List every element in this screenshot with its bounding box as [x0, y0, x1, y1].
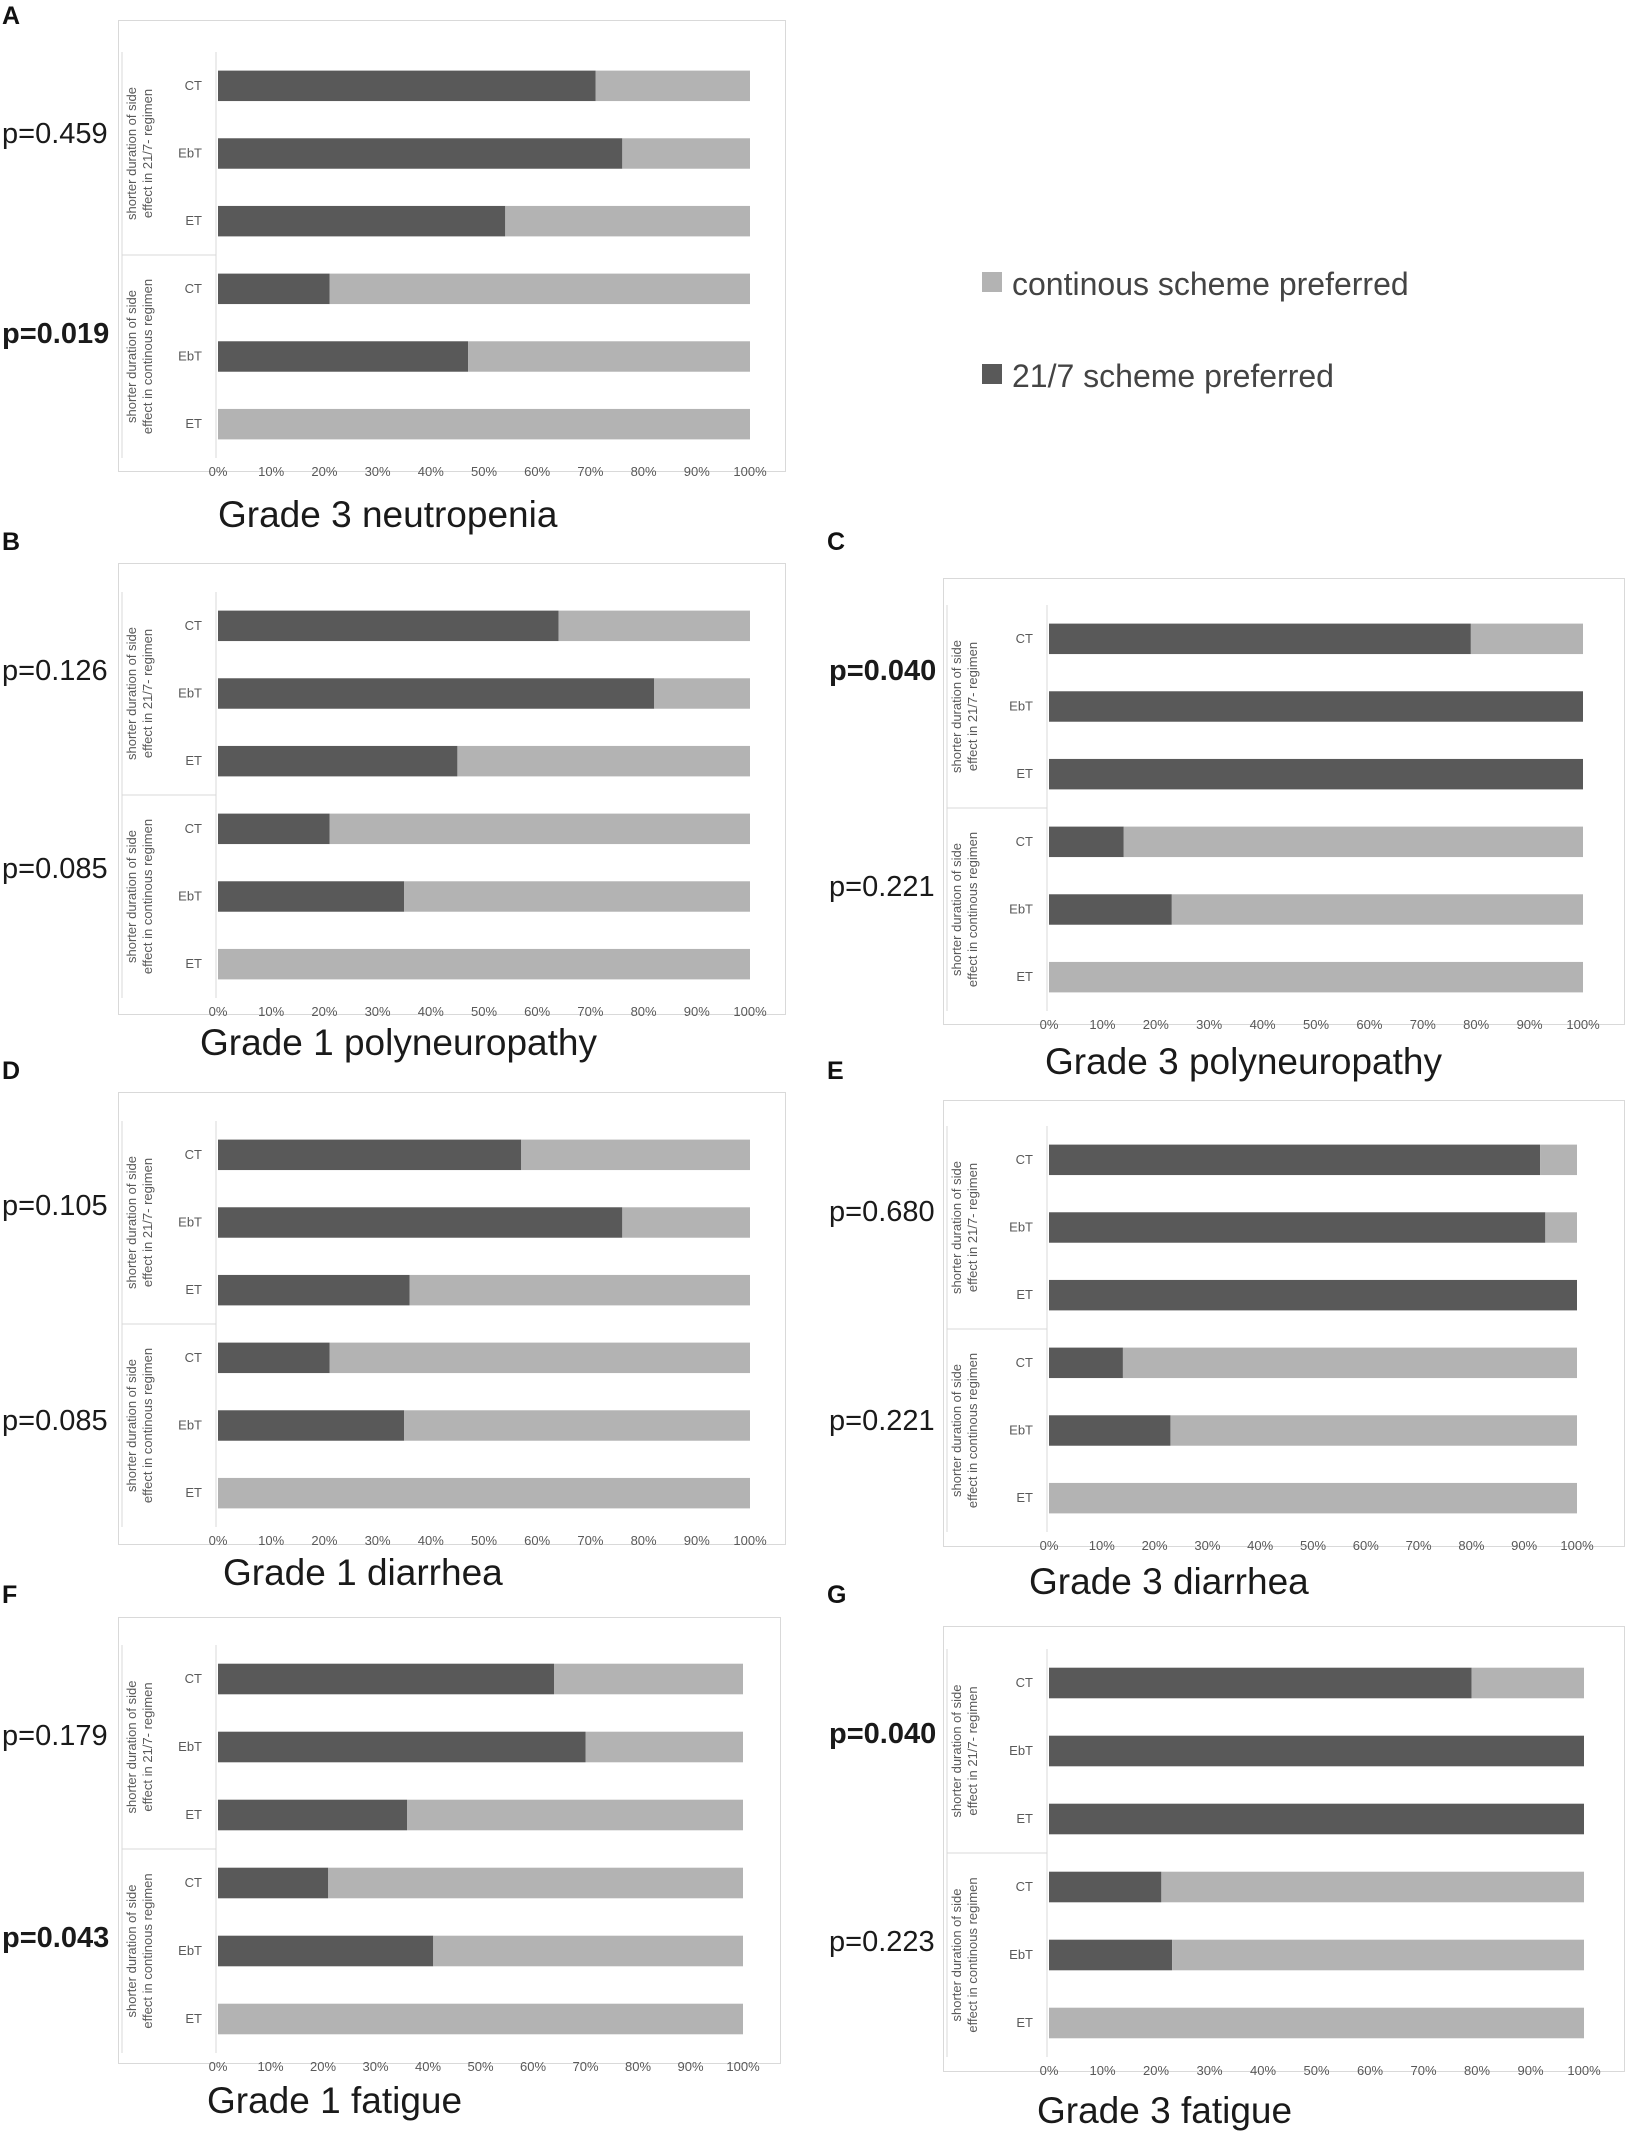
x-tick-label: 50% — [467, 2059, 494, 2074]
chart-title: Grade 1 fatigue — [207, 2080, 463, 2121]
category-label: CT — [1015, 1879, 1033, 1894]
category-label: EbT — [178, 888, 202, 904]
p-value: p=0.126 — [2, 655, 108, 687]
group-label-line: shorter duration of side — [949, 1888, 964, 2022]
x-tick-label: 0% — [208, 464, 228, 479]
x-tick-label: 30% — [1196, 1017, 1223, 1032]
legend-label-217: 21/7 scheme preferred — [1012, 358, 1334, 394]
x-tick-label: 90% — [677, 2059, 704, 2074]
x-tick-label: 60% — [1352, 1538, 1379, 1553]
x-tick-label: 100% — [733, 464, 767, 479]
category-label: CT — [1015, 1151, 1033, 1167]
category-label: ET — [185, 1485, 202, 1501]
x-tick-label: 40% — [1249, 1017, 1276, 1032]
category-label: ET — [185, 416, 202, 432]
x-tick-label: 0% — [208, 1004, 228, 1019]
x-tick-label: 10% — [1088, 1538, 1115, 1553]
x-tick-label: 80% — [1458, 1538, 1485, 1553]
p-value: p=0.680 — [829, 1196, 935, 1228]
group-label — [949, 1877, 980, 2032]
x-tick-label: 20% — [1142, 1017, 1169, 1032]
panel-letter: C — [827, 528, 846, 556]
panel-letter: F — [2, 1581, 18, 1609]
x-tick-label: 40% — [417, 1533, 444, 1548]
group-label-line: effect in continous regimen — [965, 831, 980, 988]
x-tick-label: 60% — [524, 464, 551, 479]
group-label-line: effect in 21/7- regimen — [965, 1162, 980, 1293]
p-value: p=0.221 — [829, 871, 935, 903]
legend-label-continuous: continous scheme preferred — [1012, 266, 1409, 302]
category-label: ET — [185, 956, 202, 972]
group-label-line: effect in 21/7- regimen — [140, 1682, 155, 1812]
x-tick-label: 80% — [624, 2059, 652, 2074]
x-tick-label: 100% — [726, 2059, 760, 2074]
group-label-line: shorter duration of side — [124, 87, 139, 220]
x-tick-label: 90% — [1517, 2063, 1544, 2078]
group-label-line: shorter duration of side — [124, 1156, 139, 1289]
x-tick-label: 30% — [364, 1004, 391, 1019]
category-label: EbT — [178, 1214, 202, 1230]
group-label-line: effect in continous regimen — [140, 818, 155, 975]
category-label: EbT — [1009, 1422, 1033, 1438]
panel-letter: B — [2, 528, 21, 556]
group-label-line: effect in 21/7- regimen — [140, 88, 155, 219]
category-label: CT — [1015, 833, 1033, 849]
x-tick-label: 50% — [1299, 1538, 1327, 1553]
category-label: ET — [1016, 2015, 1033, 2030]
x-tick-label: 90% — [683, 1533, 710, 1548]
x-tick-label: 60% — [1356, 1017, 1383, 1032]
p-value: p=0.085 — [2, 1405, 108, 1437]
category-label: CT — [184, 617, 202, 633]
group-label-line: shorter duration of side — [124, 290, 139, 423]
group-label-line: effect in continous regimen — [140, 1873, 155, 2029]
x-tick-label: 90% — [683, 1004, 710, 1019]
group-label-line: effect in continous regimen — [965, 1877, 980, 2033]
category-label: CT — [184, 820, 202, 836]
x-tick-label: 20% — [311, 464, 338, 479]
group-label-line: effect in continous regimen — [965, 1352, 980, 1509]
x-tick-label: 10% — [1089, 2063, 1116, 2078]
category-label: EbT — [1009, 901, 1033, 917]
group-label-line: shorter duration of side — [124, 1884, 139, 2018]
bar-segment-217 — [1049, 1804, 1584, 1835]
category-label: ET — [185, 1807, 202, 1822]
category-label: EbT — [178, 348, 202, 364]
category-label: ET — [1016, 969, 1033, 985]
x-tick-label: 100% — [733, 1533, 767, 1548]
panel-letter: G — [827, 1581, 847, 1609]
x-tick-label: 80% — [630, 464, 657, 479]
bar-segment-continuous — [1049, 2008, 1584, 2039]
category-label: EbT — [1009, 1743, 1033, 1758]
bar-segment-continuous — [1161, 1872, 1584, 1903]
x-tick-label: 60% — [524, 1004, 551, 1019]
category-label: EbT — [178, 1739, 202, 1754]
p-value: p=0.221 — [829, 1405, 935, 1437]
x-tick-label: 50% — [470, 1533, 498, 1548]
bar-segment-continuous — [1172, 1940, 1584, 1971]
x-tick-label: 100% — [1567, 2063, 1601, 2078]
chart-title: Grade 3 neutropenia — [218, 494, 558, 535]
x-tick-label: 80% — [1463, 2063, 1491, 2078]
category-label: CT — [1015, 1354, 1033, 1370]
category-label: EbT — [178, 1417, 202, 1433]
bar-segment-217 — [1049, 1940, 1172, 1971]
group-label-line: effect in 21/7- regimen — [965, 1686, 980, 1816]
x-tick-label: 60% — [524, 1533, 551, 1548]
x-tick-label: 40% — [417, 1004, 444, 1019]
x-tick-label: 90% — [1516, 1017, 1543, 1032]
x-tick-label: 80% — [1463, 1017, 1490, 1032]
x-tick-label: 30% — [1194, 1538, 1221, 1553]
x-tick-label: 80% — [630, 1533, 657, 1548]
group-label-line: effect in 21/7- regimen — [140, 628, 155, 759]
x-tick-label: 100% — [733, 1004, 767, 1019]
x-tick-label: 50% — [1302, 1017, 1330, 1032]
p-value: p=0.085 — [2, 853, 108, 885]
p-value: p=0.459 — [2, 118, 108, 150]
category-label: EbT — [1009, 1947, 1033, 1962]
x-tick-label: 50% — [1303, 2063, 1330, 2078]
x-tick-label: 40% — [417, 464, 444, 479]
chart-title: Grade 1 diarrhea — [223, 1552, 503, 1593]
category-label: EbT — [1009, 1219, 1033, 1235]
x-tick-label: 0% — [1039, 1538, 1059, 1553]
x-tick-label: 10% — [257, 2059, 284, 2074]
category-label: ET — [1016, 766, 1033, 782]
p-value: p=0.179 — [2, 1720, 108, 1752]
category-label: CT — [184, 1671, 202, 1686]
x-tick-label: 20% — [309, 2059, 337, 2074]
x-tick-label: 60% — [519, 2059, 547, 2074]
group-label-line: effect in 21/7- regimen — [965, 641, 980, 772]
p-value: p=0.019 — [2, 318, 110, 350]
category-label: CT — [1015, 630, 1033, 646]
x-tick-label: 30% — [362, 2059, 389, 2074]
x-tick-label: 20% — [1141, 1538, 1168, 1553]
x-tick-label: 60% — [1356, 2063, 1384, 2078]
p-value: p=0.223 — [829, 1926, 935, 1958]
x-tick-label: 50% — [470, 1004, 498, 1019]
chart-title: Grade 3 polyneuropathy — [1045, 1041, 1442, 1082]
x-tick-label: 20% — [311, 1533, 338, 1548]
p-value: p=0.105 — [2, 1190, 108, 1222]
chart-title: Grade 3 fatigue — [1037, 2090, 1293, 2131]
category-label: CT — [184, 1875, 202, 1890]
x-tick-label: 30% — [364, 464, 391, 479]
group-label-line: shorter duration of side — [124, 1359, 139, 1492]
x-tick-label: 30% — [364, 1533, 391, 1548]
x-tick-label: 50% — [470, 464, 498, 479]
category-label: ET — [1016, 1287, 1033, 1303]
x-tick-label: 100% — [1560, 1538, 1594, 1553]
x-tick-label: 70% — [1405, 1538, 1432, 1553]
x-tick-label: 40% — [1249, 2063, 1277, 2078]
x-tick-label: 70% — [1410, 2063, 1437, 2078]
x-tick-label: 0% — [208, 2059, 228, 2074]
bar-segment-217 — [1049, 1872, 1161, 1903]
x-tick-label: 40% — [414, 2059, 442, 2074]
panel-letter: D — [2, 1057, 21, 1085]
group-label — [949, 1685, 980, 1818]
group-label-line: shorter duration of side — [949, 640, 964, 773]
category-label: CT — [1015, 1675, 1033, 1690]
x-tick-label: 70% — [572, 2059, 599, 2074]
category-label: CT — [184, 77, 202, 93]
group-label-line: shorter duration of side — [124, 1680, 139, 1814]
category-label: ET — [185, 2011, 202, 2026]
x-tick-label: 30% — [1196, 2063, 1223, 2078]
group-label-line: shorter duration of side — [124, 627, 139, 760]
category-label: CT — [184, 1146, 202, 1162]
bar-segment-217 — [1049, 1668, 1472, 1699]
x-tick-label: 70% — [577, 464, 604, 479]
x-tick-label: 100% — [1566, 1017, 1600, 1032]
bar-segment-continuous — [1472, 1668, 1584, 1699]
x-tick-label: 70% — [577, 1004, 604, 1019]
x-tick-label: 90% — [683, 464, 710, 479]
x-tick-label: 10% — [1089, 1017, 1116, 1032]
x-tick-label: 90% — [1511, 1538, 1538, 1553]
category-label: EbT — [178, 145, 202, 161]
x-tick-label: 20% — [1142, 2063, 1170, 2078]
chart-title: Grade 1 polyneuropathy — [200, 1022, 597, 1063]
x-tick-label: 70% — [1409, 1017, 1436, 1032]
group-label-line: shorter duration of side — [949, 1364, 964, 1497]
x-tick-label: 20% — [311, 1004, 338, 1019]
group-label-line: shorter duration of side — [124, 830, 139, 963]
category-label: ET — [1016, 1811, 1033, 1826]
group-label-line: shorter duration of side — [949, 843, 964, 976]
panel-letter: A — [2, 2, 21, 30]
category-label: ET — [185, 753, 202, 769]
category-label: EbT — [1009, 698, 1033, 714]
group-label-line: effect in continous regimen — [140, 1347, 155, 1504]
group-label-line: shorter duration of side — [949, 1684, 964, 1818]
category-label: CT — [184, 280, 202, 296]
group-label-line: effect in 21/7- regimen — [140, 1157, 155, 1288]
group-label-line: shorter duration of side — [949, 1161, 964, 1294]
group-label-line: effect in continous regimen — [140, 278, 155, 435]
x-tick-label: 10% — [258, 1004, 285, 1019]
category-label: EbT — [178, 685, 202, 701]
category-label: EbT — [178, 1943, 202, 1958]
x-tick-label: 0% — [208, 1533, 228, 1548]
category-label: ET — [185, 1282, 202, 1298]
category-label: ET — [185, 213, 202, 229]
x-tick-label: 10% — [258, 1533, 285, 1548]
panel-letter: E — [827, 1057, 844, 1085]
category-label: ET — [1016, 1490, 1033, 1506]
x-tick-label: 10% — [258, 464, 285, 479]
category-label: CT — [184, 1349, 202, 1365]
chart-title: Grade 3 diarrhea — [1029, 1561, 1309, 1602]
p-value: p=0.043 — [2, 1922, 110, 1954]
x-tick-label: 40% — [1247, 1538, 1274, 1553]
x-tick-label: 0% — [1039, 1017, 1059, 1032]
x-tick-label: 0% — [1039, 2063, 1059, 2078]
x-tick-label: 70% — [577, 1533, 604, 1548]
p-value: p=0.040 — [829, 1718, 937, 1750]
x-tick-label: 80% — [630, 1004, 657, 1019]
bar-segment-217 — [1049, 1736, 1584, 1767]
p-value: p=0.040 — [829, 655, 937, 687]
